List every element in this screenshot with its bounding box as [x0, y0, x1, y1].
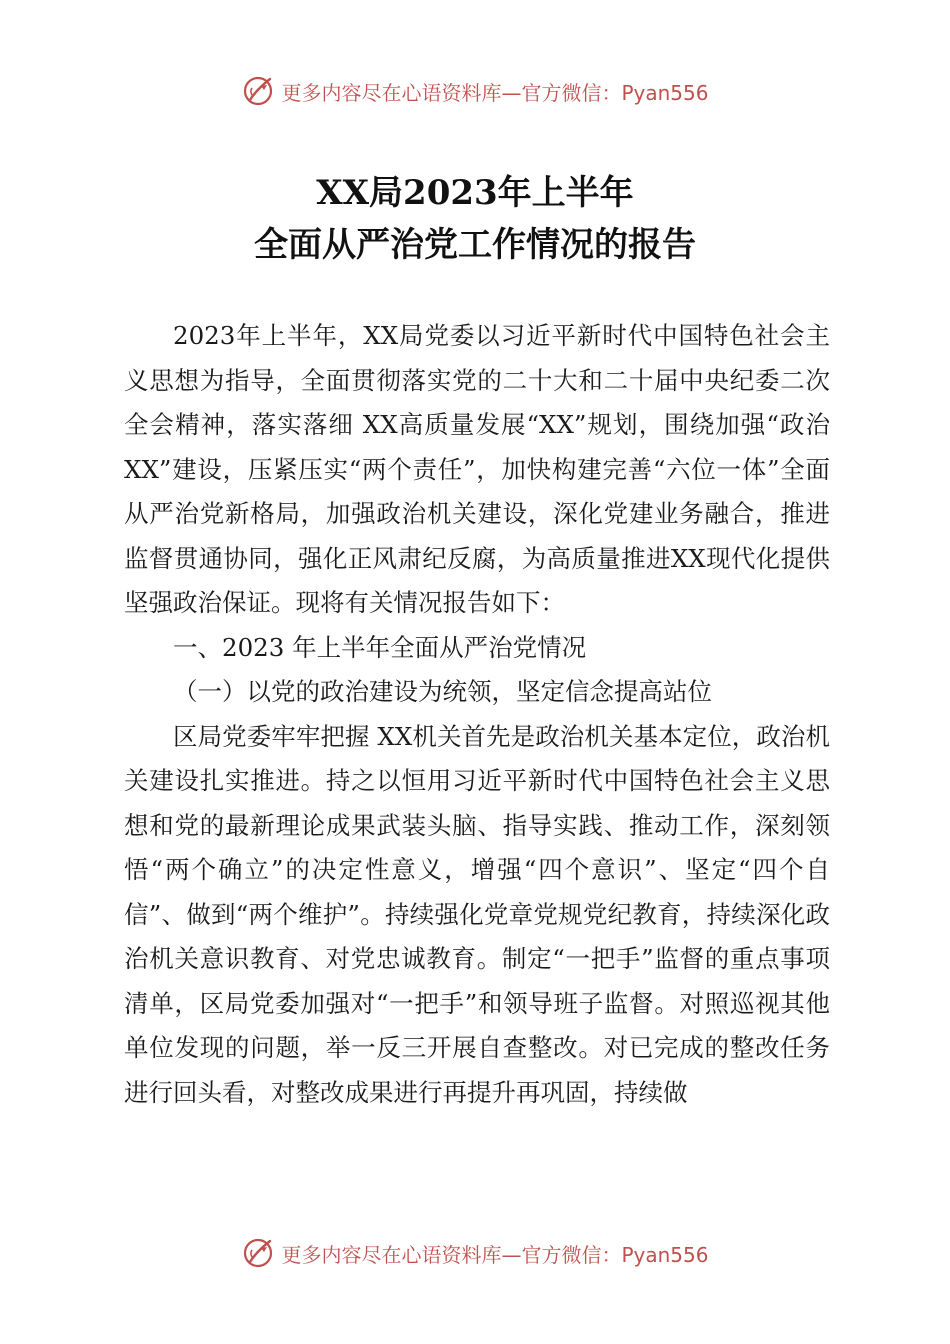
footer-watermark: [0, 1236, 950, 1270]
header-watermark: [0, 74, 950, 108]
quill-seal-icon: [241, 1236, 275, 1270]
quill-seal-icon: [241, 74, 275, 108]
section-heading: 一、2023 年上半年全面从严治党情况: [173, 632, 587, 662]
body-paragraph: 区局党委牢牢把握 XX机关首先是政治机关基本定位，政治机关建设扎实推进。持之以恒用习近平新时代中国特色社会主义思想和党的最新理论成果武装头脑、指导实践、推动工作，深刻领悟“两个确立”的决定性意义，增强“四个意识”、坚定“四个自信”、做到“两个维护”。持续强化党章党规党纪教育，持续深化政治机关意识教育、对党忠诚教育。制定“一把手”监督的重点事项清单，区局党委加强对“一把手”和领导班子监督。对照巡视其他单位发现的问题，举一反三开展自查整改。对已完成的整改任务进行回头看，对整改成果进行再提升再巩固，持续做: [124, 721, 830, 1107]
document-title-line-1: XX局2023年上半年: [316, 173, 634, 213]
watermark-text: 更多内容尽在心语资料库—官方微信：Pyan556: [281, 1242, 709, 1267]
subsection-heading: （一）以党的政治建设为统领，坚定信念提高站位: [173, 677, 712, 706]
intro-paragraph: 2023年上半年，XX局党委以习近平新时代中国特色社会主义思想为指导，全面贯彻落实党的二十大和二十届中央纪委二次全会精神，落实落细 XX高质量发展“XX”规划，围绕加强“政治 XX”建设，压紧压实“两个责任”，加快构建完善“六位一体”全面从严治党新格局，加强政治机关建设，深化党建业务融合，推进监督贯通协同，强化正风肃纪反腐，为高质量推进XX现代化提供坚强政治保证。现将有关情况报告如下：: [124, 321, 830, 617]
document-title-line-2: 全面从严治党工作情况的报告: [254, 225, 696, 265]
watermark-text: 更多内容尽在心语资料库—官方微信：Pyan556: [281, 80, 709, 105]
document-body: [124, 314, 830, 1115]
